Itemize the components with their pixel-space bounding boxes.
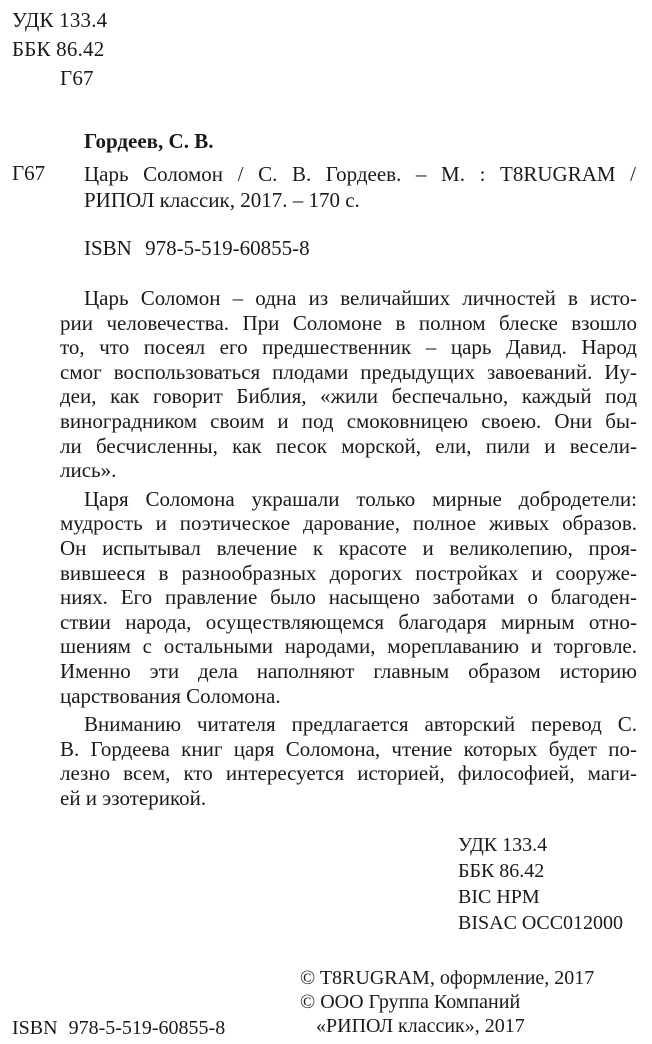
isbn-main: ISBN 978-5-519-60855-8 <box>84 236 310 260</box>
abstract-line: царствования Соломона. <box>60 683 281 708</box>
author-mark-top: Г67 <box>60 66 94 90</box>
bibliographic-description <box>84 161 636 213</box>
isbn-bottom: ISBN 978-5-519-60855-8 <box>12 1017 226 1039</box>
abstract-line: мудрость и поэтическое дарование, полное живых образов. <box>60 511 637 536</box>
abstract-line: деи, как говорит Библия, «жили беспечально, каждый под <box>60 384 637 409</box>
abstract-line: Царя Соломона украшали только мирные добродетели: <box>84 486 637 511</box>
abstract-line: шениям с остальными народами, мореплаванию и торговле. <box>60 634 637 659</box>
abstract-line: лезно всем, кто интересуется историей, философией, маги- <box>60 761 637 786</box>
abstract-paragraph <box>60 712 637 810</box>
author-heading: Гордеев, С. В. <box>84 129 214 153</box>
abstract-line: ствии народа, осуществляющемся благодаря мирным отно- <box>60 609 637 634</box>
abstract-line: В. Гордеева книг царя Соломона, чтение которых будет по- <box>60 736 637 761</box>
abstract-paragraph <box>60 487 637 708</box>
abstract-line: вившееся в разнообразных дорогих постройках и сооруже- <box>60 560 637 585</box>
bic-code: BIC HPM <box>458 886 540 908</box>
abstract-line: лись». <box>60 458 117 483</box>
bbk-code-top: ББК 86.42 <box>12 37 105 61</box>
classification-bottom <box>458 832 623 936</box>
abstract-line: ли бесчисленны, как песок морской, ели, пили и весели- <box>60 433 637 458</box>
abstract-line: ей и эзотерикой. <box>60 785 207 810</box>
abstract-line: виноградником своим и под смоковницею своею. Они бы- <box>60 408 637 433</box>
copyright-line: «РИПОЛ классик», 2017 <box>316 1015 525 1037</box>
abstract-line: Вниманию читателя предлагается авторский перевод С. <box>84 712 637 737</box>
abstract <box>60 286 637 814</box>
udk-code-bottom: УДК 133.4 <box>458 834 548 856</box>
abstract-paragraph <box>60 286 637 483</box>
biblio-line: РИПОЛ классик, 2017. – 170 с. <box>84 188 360 212</box>
udk-code-top: УДК 133.4 <box>12 8 108 32</box>
abstract-line: Именно эти дела наполняют главным образом историю <box>60 658 637 683</box>
bbk-code-bottom: ББК 86.42 <box>458 860 545 882</box>
abstract-line: смог воспользоваться плодами предыдущих завоеваний. Иу- <box>60 359 637 384</box>
copyright-line: © ООО Группа Компаний <box>300 991 521 1013</box>
biblio-line: Царь Соломон / С. В. Гордеев. – М. : T8RUGRAM / <box>84 162 636 186</box>
abstract-line: Царь Соломон – одна из величайших личностей в исто- <box>84 286 637 310</box>
copyright-block <box>300 966 594 1038</box>
abstract-line: рии человечества. При Соломоне в полном блеске взошло <box>60 310 637 335</box>
abstract-line: то, что посеял его предшественник – царь Давид. Народ <box>60 335 637 360</box>
abstract-line: Он испытывал влечение к красоте и великолепию, проя- <box>60 535 637 560</box>
abstract-line: ниях. Его правление было насыщено заботами о благоден- <box>60 585 637 610</box>
copyright-line: © T8RUGRAM, оформление, 2017 <box>300 967 595 989</box>
bisac-code: BISAC OCC012000 <box>458 912 624 934</box>
author-mark-left: Г67 <box>12 161 46 185</box>
